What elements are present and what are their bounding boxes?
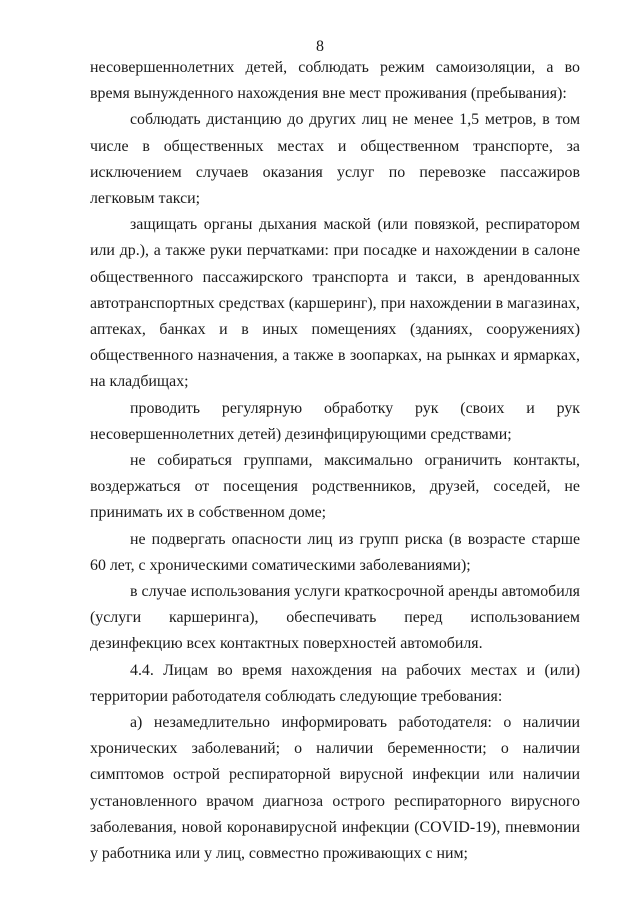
paragraph-hand-sanitizing: проводить регулярную обработку рук (своих и рук несовершеннолетних детей) дезинфицирующими средствами; — [90, 399, 580, 443]
paragraph-continuation: несовершеннолетних детей, соблюдать режим самоизоляции, а во время вынужденного нахождения вне мест проживания (пребывания): — [90, 59, 580, 103]
paragraph-risk-groups: не подвергать опасности лиц из групп риска (в возрасте старше 60 лет, с хроническими соматическими заболеваниями); — [90, 530, 580, 574]
paragraph-no-gatherings: не собираться группами, максимально ограничить контакты, воздержаться от посещения родственников, друзей, соседей, не принимать их в собственном доме; — [90, 452, 580, 522]
paragraph-carsharing: в случае использования услуги краткосрочной аренды автомобиля (услуги каршеринга), обеспечивать перед использованием дезинфекцию всех контактных поверхностей автомобиля. — [90, 583, 580, 653]
page-number: 8 — [316, 38, 324, 55]
paragraph-item-a: а) незамедлительно информировать работодателя: о наличии хронических заболеваний; о наличии беременности; о наличии симптомов острой респираторной вирусной инфекции или наличии установленного врачом диагноза острого респираторного вирусного заболевания, новой коронавирусной инфекции (COVID-19), пневмонии у работника или у лиц, совместно проживающих с ним; — [90, 714, 580, 863]
document-body — [90, 55, 580, 867]
paragraph-distance: соблюдать дистанцию до других лиц не менее 1,5 метров, в том числе в общественных местах и общественном транспорте, за исключением случаев оказания услуг по перевозке пассажиров легковым такси; — [90, 111, 580, 208]
paragraph-mask: защищать органы дыхания маской (или повязкой, респиратором или др.), а также руки перчатками: при посадке и нахождении в салоне общественного пассажирского транспорта и такси, в арендованных автотранспортных средствах (каршеринг), при нахождении в магазинах, аптеках, банках и в иных помещениях (зданиях, сооружениях) общественного назначения, а также в зоопарках, на рынках и ярмарках, на кладбищах; — [90, 216, 580, 391]
paragraph-section-4-4: 4.4. Лицам во время нахождения на рабочих местах и (или) территории работодателя соблюдать следующие требования: — [90, 661, 580, 705]
